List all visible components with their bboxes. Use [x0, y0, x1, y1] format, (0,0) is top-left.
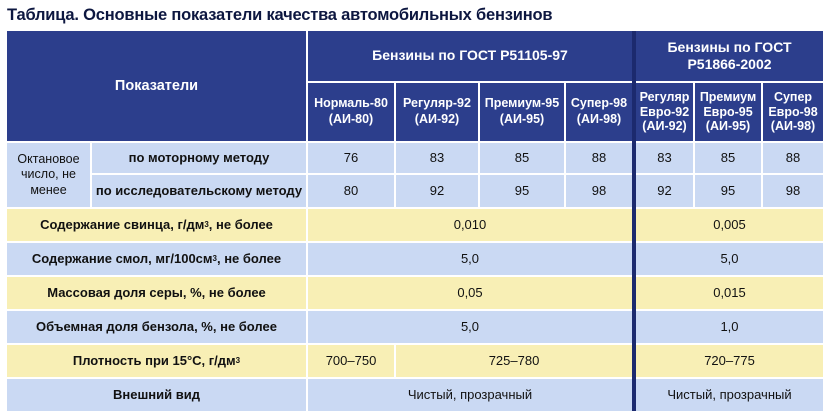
octane-motor-value: 76 — [308, 143, 394, 173]
octane-research-value: 98 — [566, 175, 632, 207]
header-col-line: (АИ-92) — [642, 119, 687, 134]
octane-research-value: 92 — [396, 175, 478, 207]
table-title: Таблица. Основные показатели качества автомобильных бензинов — [7, 6, 553, 24]
appearance-value-gost-51105: Чистый, прозрачный — [308, 379, 632, 411]
density-value-normal-80: 700–750 — [308, 345, 394, 377]
header-col-premium-euro-95 — [695, 83, 761, 141]
header-group-gost-51866: Бензины по ГОСТ Р51866-2002 — [636, 31, 823, 81]
sulfur-value-gost-51105: 0,05 — [308, 277, 632, 309]
header-col-line: (АИ-80) — [328, 112, 374, 126]
label-text: , не более — [208, 216, 273, 232]
octane-research-value: 95 — [695, 175, 761, 207]
density-label — [7, 345, 306, 377]
header-col-line: (АИ-98) — [576, 112, 622, 126]
benzene-value-gost-51105: 5,0 — [308, 311, 632, 343]
octane-motor-value: 83 — [396, 143, 478, 173]
appearance-label: Внешний вид — [7, 379, 306, 411]
header-col-line: Супер-98 — [570, 96, 628, 111]
resins-label — [7, 243, 306, 275]
header-col-line: (АИ-92) — [414, 112, 460, 126]
header-col-line: Регуляр-92 — [403, 96, 471, 111]
octane-motor-value: 83 — [636, 143, 693, 173]
lead-label — [7, 209, 306, 241]
header-col-line: Евро-92 — [639, 104, 690, 119]
header-group-gost-51105: Бензины по ГОСТ Р51105-97 — [308, 31, 632, 81]
sulfur-label: Массовая доля серы, %, не более — [7, 277, 306, 309]
superscript: 3 — [204, 220, 209, 229]
label-text: Содержание свинца, г/дм — [40, 216, 205, 232]
header-col-line: Нормаль-80 — [314, 96, 388, 111]
octane-motor-value: 85 — [695, 143, 761, 173]
header-col-regular-euro-92 — [636, 83, 693, 141]
label-text: Содержание смол, мг/100см — [31, 250, 213, 266]
header-col-line: Евро-95 — [703, 104, 753, 119]
benzene-label: Объемная доля бензола, %, не более — [7, 311, 306, 343]
octane-research-value: 92 — [636, 175, 693, 207]
header-col-line: Супер — [773, 90, 813, 105]
octane-research-value: 95 — [480, 175, 564, 207]
resins-value-gost-51866: 5,0 — [636, 243, 823, 275]
octane-motor-value: 88 — [763, 143, 823, 173]
header-col-line: Премиум-95 — [484, 96, 560, 111]
lead-value-gost-51866: 0,005 — [636, 209, 823, 241]
density-value-92-98: 725–780 — [396, 345, 632, 377]
header-col-line: Регуляр — [639, 90, 690, 105]
resins-value-gost-51105: 5,0 — [308, 243, 632, 275]
octane-research-label: по исследовательскому методу — [92, 175, 306, 207]
octane-motor-value: 85 — [480, 143, 564, 173]
label-text: , не более — [216, 250, 282, 266]
header-col-line: (АИ-95) — [499, 112, 545, 126]
gasoline-quality-table — [7, 31, 823, 411]
header-col-regular-92 — [396, 83, 478, 141]
octane-motor-label: по моторному методу — [92, 143, 306, 173]
header-col-line: (АИ-95) — [705, 119, 751, 134]
header-col-line: (АИ-98) — [770, 119, 816, 134]
octane-research-value: 80 — [308, 175, 394, 207]
header-col-super-98 — [566, 83, 632, 141]
octane-motor-value: 88 — [566, 143, 632, 173]
header-col-premium-95 — [480, 83, 564, 141]
benzene-value-gost-51866: 1,0 — [636, 311, 823, 343]
sulfur-value-gost-51866: 0,015 — [636, 277, 823, 309]
octane-research-value: 98 — [763, 175, 823, 207]
group-divider — [632, 31, 636, 411]
header-col-line: Премиум — [699, 90, 757, 105]
header-indicators: Показатели — [7, 31, 306, 141]
density-value-gost-51866: 720–775 — [636, 345, 823, 377]
superscript: 3 — [212, 254, 217, 263]
header-col-line: Евро-98 — [768, 104, 818, 119]
header-col-super-euro-98 — [763, 83, 823, 141]
appearance-value-gost-51866: Чистый, прозрачный — [636, 379, 823, 411]
label-text: Плотность при 15°С, г/дм — [72, 352, 236, 368]
header-col-normal-80 — [308, 83, 394, 141]
octane-label: Октановое число, не менее — [7, 143, 90, 207]
lead-value-gost-51105: 0,010 — [308, 209, 632, 241]
superscript: 3 — [235, 356, 241, 365]
